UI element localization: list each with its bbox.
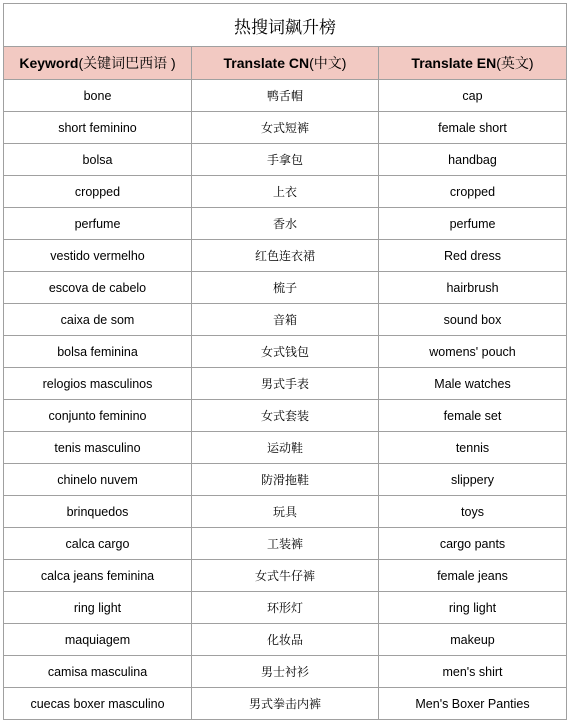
- table-row: [4, 432, 567, 464]
- table-row: [4, 496, 567, 528]
- table-row: [4, 528, 567, 560]
- table-row: [4, 336, 567, 368]
- translate-cn-cell: 工装裤: [192, 528, 379, 560]
- table-title: 热搜词飙升榜: [4, 4, 567, 47]
- table-row: [4, 304, 567, 336]
- translate-en-cell: tennis: [379, 432, 567, 464]
- translate-en-cell: handbag: [379, 144, 567, 176]
- translate-cn-cell: 女式钱包: [192, 336, 379, 368]
- translate-en-cell: makeup: [379, 624, 567, 656]
- keyword-cell: tenis masculino: [4, 432, 192, 464]
- keyword-cell: camisa masculina: [4, 656, 192, 688]
- translate-en-cell: female set: [379, 400, 567, 432]
- table-row: [4, 240, 567, 272]
- table-row: [4, 464, 567, 496]
- header-translate-en: [379, 47, 567, 80]
- keyword-cell: calca cargo: [4, 528, 192, 560]
- header-translate-cn: [192, 47, 379, 80]
- table-row: [4, 368, 567, 400]
- translate-en-cell: sound box: [379, 304, 567, 336]
- keyword-cell: escova de cabelo: [4, 272, 192, 304]
- translate-en-cell: womens' pouch: [379, 336, 567, 368]
- table-row: [4, 208, 567, 240]
- translate-cn-cell: 男式拳击内裤: [192, 688, 379, 720]
- translate-cn-cell: 梳子: [192, 272, 379, 304]
- translate-cn-cell: 运动鞋: [192, 432, 379, 464]
- keyword-cell: cuecas boxer masculino: [4, 688, 192, 720]
- keyword-cell: caixa de som: [4, 304, 192, 336]
- table-row: [4, 400, 567, 432]
- table-row: [4, 560, 567, 592]
- table-row: [4, 112, 567, 144]
- table-row: [4, 688, 567, 720]
- keyword-cell: calca jeans feminina: [4, 560, 192, 592]
- keyword-cell: short feminino: [4, 112, 192, 144]
- keyword-cell: chinelo nuvem: [4, 464, 192, 496]
- header-translate-cn-cn: (中文): [309, 55, 347, 71]
- translate-en-cell: slippery: [379, 464, 567, 496]
- translate-cn-cell: 音箱: [192, 304, 379, 336]
- translate-cn-cell: 防滑拖鞋: [192, 464, 379, 496]
- translate-cn-cell: 红色连衣裙: [192, 240, 379, 272]
- translate-en-cell: ring light: [379, 592, 567, 624]
- translate-en-cell: perfume: [379, 208, 567, 240]
- translate-cn-cell: 女式套装: [192, 400, 379, 432]
- header-translate-en-cn: (英文): [496, 55, 534, 71]
- table-row: [4, 144, 567, 176]
- table-row: [4, 592, 567, 624]
- keyword-cell: bolsa: [4, 144, 192, 176]
- keyword-cell: vestido vermelho: [4, 240, 192, 272]
- translate-cn-cell: 手拿包: [192, 144, 379, 176]
- translate-cn-cell: 上衣: [192, 176, 379, 208]
- translate-cn-cell: 男士衬衫: [192, 656, 379, 688]
- translate-en-cell: toys: [379, 496, 567, 528]
- table-row: [4, 624, 567, 656]
- translate-cn-cell: 女式牛仔裤: [192, 560, 379, 592]
- trending-keywords-sheet: [3, 3, 566, 723]
- table-row: [4, 656, 567, 688]
- translate-cn-cell: 化妆品: [192, 624, 379, 656]
- header-keyword-cn: (关键词巴西语 ): [78, 55, 176, 71]
- keyword-cell: cropped: [4, 176, 192, 208]
- translate-cn-cell: 玩具: [192, 496, 379, 528]
- translate-en-cell: hairbrush: [379, 272, 567, 304]
- keyword-cell: bone: [4, 80, 192, 112]
- keyword-cell: ring light: [4, 592, 192, 624]
- translate-en-cell: men's shirt: [379, 656, 567, 688]
- keyword-cell: maquiagem: [4, 624, 192, 656]
- translate-cn-cell: 香水: [192, 208, 379, 240]
- keyword-table: [3, 3, 567, 720]
- translate-en-cell: cropped: [379, 176, 567, 208]
- table-row: [4, 80, 567, 112]
- header-translate-cn-en: Translate CN: [223, 55, 310, 71]
- table-body: [4, 80, 567, 720]
- header-translate-en-en: Translate EN: [411, 55, 497, 71]
- translate-cn-cell: 鸭舌帽: [192, 80, 379, 112]
- keyword-cell: bolsa feminina: [4, 336, 192, 368]
- translate-cn-cell: 女式短裤: [192, 112, 379, 144]
- keyword-cell: conjunto feminino: [4, 400, 192, 432]
- keyword-cell: relogios masculinos: [4, 368, 192, 400]
- table-row: [4, 272, 567, 304]
- keyword-cell: perfume: [4, 208, 192, 240]
- translate-cn-cell: 环形灯: [192, 592, 379, 624]
- translate-en-cell: cap: [379, 80, 567, 112]
- header-keyword-en: Keyword: [19, 55, 79, 71]
- keyword-cell: brinquedos: [4, 496, 192, 528]
- translate-en-cell: female short: [379, 112, 567, 144]
- translate-en-cell: Red dress: [379, 240, 567, 272]
- translate-en-cell: Men's Boxer Panties: [379, 688, 567, 720]
- translate-cn-cell: 男式手表: [192, 368, 379, 400]
- translate-en-cell: cargo pants: [379, 528, 567, 560]
- translate-en-cell: female jeans: [379, 560, 567, 592]
- translate-en-cell: Male watches: [379, 368, 567, 400]
- header-keyword: [4, 47, 192, 80]
- table-row: [4, 176, 567, 208]
